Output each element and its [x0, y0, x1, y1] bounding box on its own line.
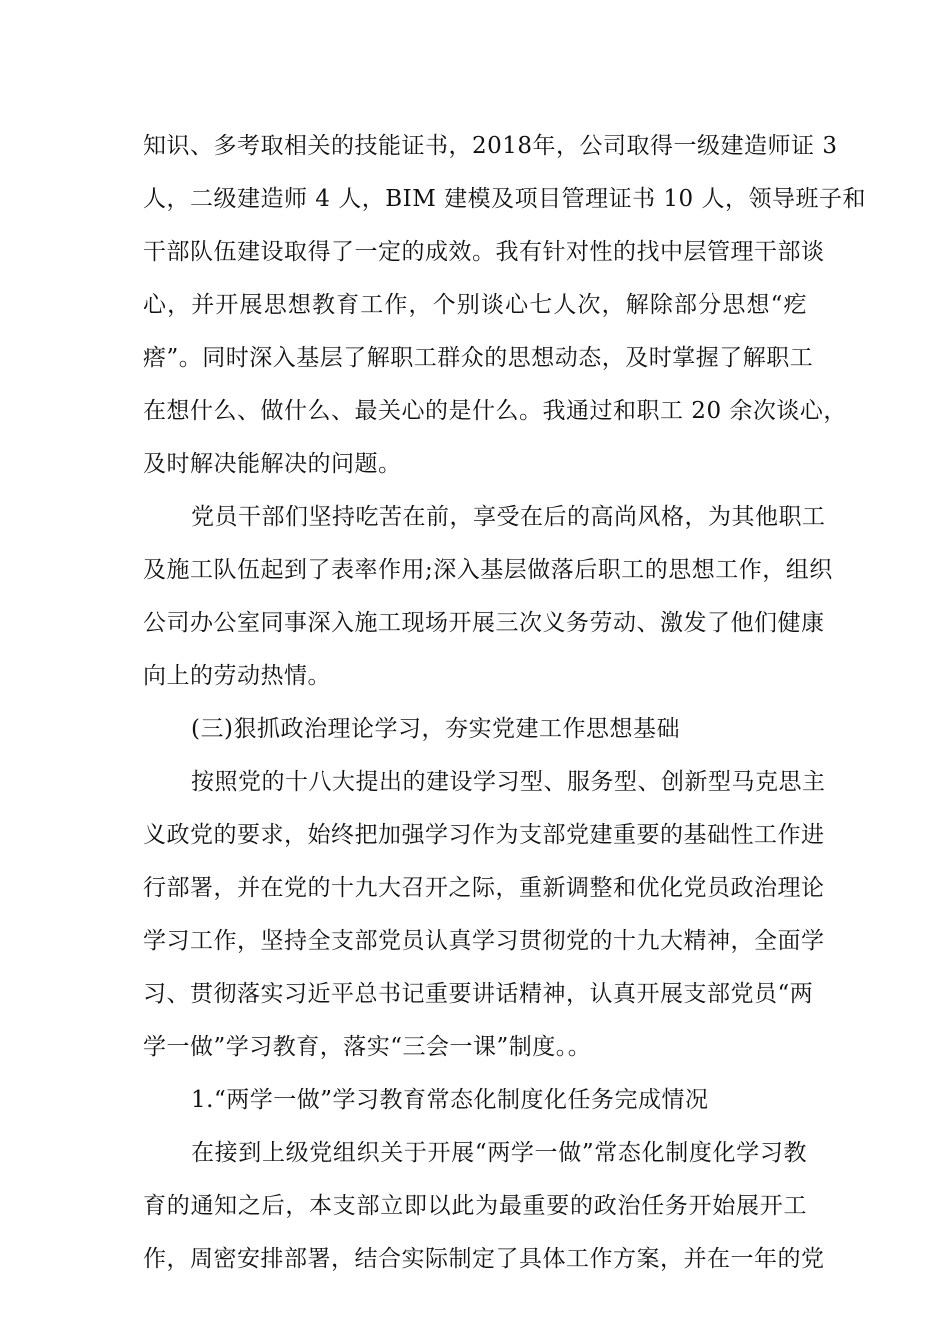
- text-line: 瘩”。同时深入基层了解职工群众的思想动态，及时掌握了解职工: [143, 345, 814, 371]
- text-line: 在接到上级党组织关于开展“两学一做”常态化制度化学习教: [191, 1140, 807, 1166]
- text-line: 学一做”学习教育，落实“三会一课”制度。。: [143, 1034, 592, 1060]
- heading-text: 1.“两学一做”学习教育常态化制度化任务完成情况: [191, 1087, 709, 1113]
- section-heading: [143, 703, 807, 756]
- subsection-heading: [143, 1074, 807, 1127]
- text-line: 行部署，并在党的十九大召开之际，重新调整和优化党员政治理论: [143, 875, 825, 901]
- paragraph: [143, 1127, 825, 1286]
- text-line: 义政党的要求，始终把加强学习作为支部党建重要的基础性工作进: [143, 822, 825, 848]
- paragraph: [143, 756, 826, 1074]
- text-line: 育的通知之后，本支部立即以此为最重要的政治任务开始展开工: [143, 1193, 807, 1219]
- text-line: 心，并开展思想教育工作，个别谈心七人次，解除部分思想“疙: [143, 292, 807, 318]
- text-line: 及时解决能解决的问题。: [143, 451, 402, 477]
- text-line: 公司办公室同事深入施工现场开展三次义务劳动、激发了他们健康: [143, 610, 825, 636]
- text-line: 向上的劳动热情。: [143, 663, 331, 689]
- text-line: 知识、多考取相关的技能证书，2018年，公司取得一级建造师证 3: [143, 133, 838, 159]
- text-line: 学习工作，坚持全支部党员认真学习贯彻党的十九大精神，全面学: [143, 928, 825, 954]
- text-line: 党员干部们坚持吃苦在前，享受在后的高尚风格，为其他职工: [191, 504, 826, 530]
- text-line: 习、贯彻落实习近平总书记重要讲话精神，认真开展支部党员“两: [143, 981, 814, 1007]
- text-line: 干部队伍建设取得了一定的成效。我有针对性的找中层管理干部谈: [143, 239, 825, 265]
- heading-text: (三)狠抓政治理论学习，夯实党建工作思想基础: [191, 716, 680, 742]
- text-line: 及施工队伍起到了表率作用;深入基层做落后职工的思想工作，组织: [143, 557, 833, 583]
- paragraph-continuation: [143, 120, 866, 491]
- document-page: [143, 120, 866, 1286]
- text-line: 在想什么、做什么、最关心的是什么。我通过和职工 20 余次谈心，: [143, 398, 847, 424]
- text-line: 作，周密安排部署，结合实际制定了具体工作方案，并在一年的党: [143, 1246, 825, 1272]
- text-line: 按照党的十八大提出的建设学习型、服务型、创新型马克思主: [191, 769, 826, 795]
- text-line: 人，二级建造师 4 人，BIM 建模及项目管理证书 10 人，领导班子和: [143, 186, 866, 212]
- paragraph: [143, 491, 833, 703]
